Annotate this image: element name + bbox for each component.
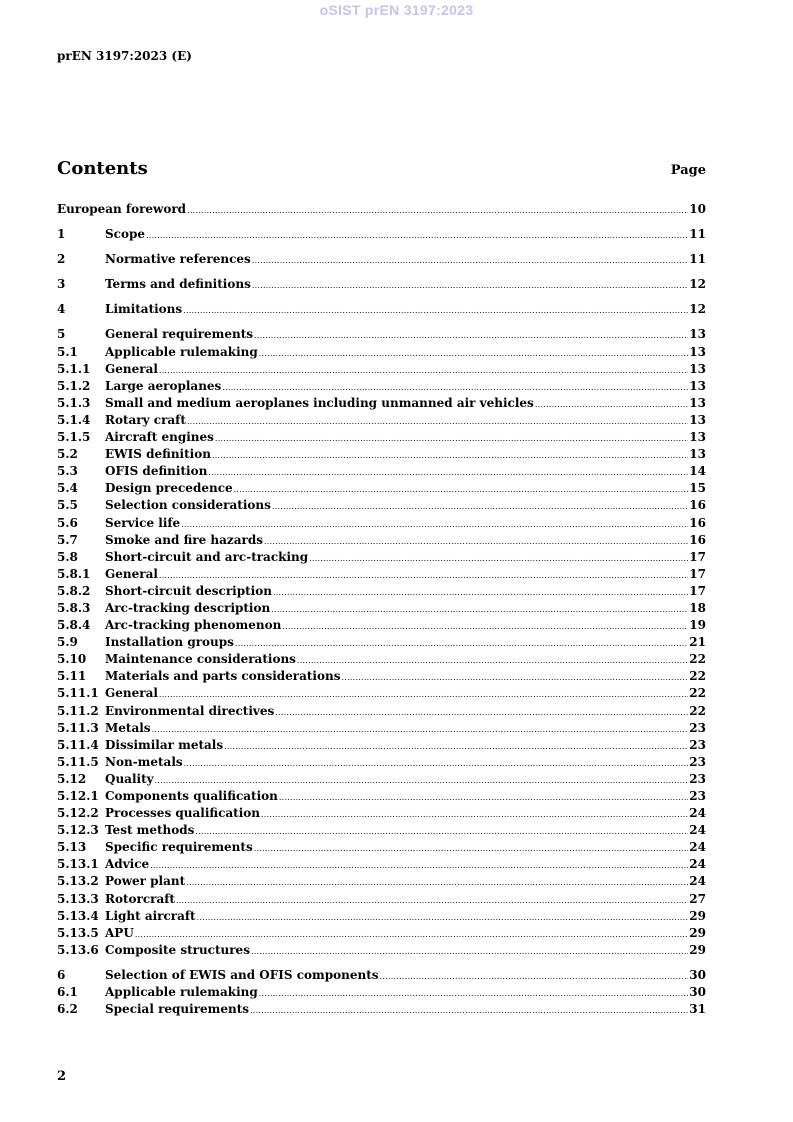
- toc-entry[interactable]: [57, 617, 706, 634]
- toc-entry-page: 30: [689, 985, 706, 1000]
- toc-leader-dots: [208, 463, 688, 481]
- toc-entry-number: 5.1: [57, 344, 78, 359]
- toc-entry[interactable]: [57, 201, 706, 218]
- toc-entry-page: 18: [689, 600, 706, 615]
- toc-leader-dots: [279, 788, 688, 806]
- toc-entry-title: Applicable rulemaking: [105, 985, 258, 1000]
- toc-entry-page: 23: [689, 754, 706, 769]
- toc-entry-number: 5.8.3: [57, 600, 91, 615]
- toc-entry-page: 31: [689, 1002, 706, 1017]
- toc-entry-number: 5.11.5: [57, 754, 99, 769]
- toc-entry-title: Applicable rulemaking: [105, 344, 258, 359]
- toc-leader-dots: [250, 1001, 688, 1019]
- toc-entry-number: 5.5: [57, 498, 78, 513]
- toc-leader-dots: [234, 480, 689, 498]
- toc-entry-title: Design precedence: [105, 481, 233, 496]
- toc-entry[interactable]: [57, 480, 706, 497]
- toc-entry-number: 5.1.2: [57, 378, 91, 393]
- toc-entry-number: 5.12.1: [57, 789, 99, 803]
- toc-entry-title: EWIS definition: [105, 447, 211, 462]
- contents-title: Contents: [57, 158, 148, 179]
- toc-entry[interactable]: [57, 891, 706, 908]
- watermark: oSIST prEN 3197:2023: [319, 2, 474, 18]
- toc-entry-page: 22: [689, 669, 706, 684]
- toc-entry-page: 11: [689, 227, 706, 242]
- toc-entry-page: 23: [689, 720, 706, 735]
- toc-entry-number: 4: [57, 302, 66, 317]
- toc-entry[interactable]: [57, 651, 706, 668]
- toc-entry[interactable]: [57, 908, 706, 925]
- toc-entry-number: 5.6: [57, 515, 78, 530]
- toc-entry[interactable]: [57, 361, 706, 378]
- toc-entry[interactable]: [57, 925, 706, 942]
- toc-entry[interactable]: [57, 634, 706, 651]
- toc-entry-page: 27: [689, 891, 706, 906]
- toc-entry-page: 16: [689, 532, 706, 547]
- toc-entry-title: Non-metals: [105, 754, 183, 769]
- toc-entry[interactable]: [57, 344, 706, 361]
- toc-leader-dots: [215, 429, 688, 447]
- toc-entry-number: 5.3: [57, 464, 78, 479]
- toc-entry-number: 5.8.4: [57, 618, 91, 633]
- toc-entry-number: 5.1.1: [57, 361, 91, 376]
- toc-leader-dots: [275, 703, 688, 721]
- toc-leader-dots: [195, 822, 688, 840]
- toc-entry-page: 17: [689, 566, 706, 581]
- table-of-contents: [57, 201, 706, 1018]
- toc-entry-number: 5.12.2: [57, 806, 99, 821]
- toc-entry[interactable]: [57, 984, 706, 1001]
- toc-entry-page: 12: [689, 277, 706, 292]
- toc-entry-title: Small and medium aeroplanes including unmanned air vehicles: [105, 395, 534, 410]
- toc-entry[interactable]: [57, 566, 706, 583]
- toc-entry-title: OFIS definition: [105, 464, 208, 479]
- toc-leader-dots: [309, 549, 688, 567]
- toc-entry-title: General: [105, 361, 158, 376]
- toc-leader-dots: [282, 617, 688, 635]
- toc-entry-number: 3: [57, 277, 66, 292]
- toc-leader-dots: [159, 685, 688, 703]
- toc-entry[interactable]: [57, 326, 706, 343]
- toc-entry[interactable]: [57, 395, 706, 412]
- toc-entry-title: Rotorcraft: [105, 891, 175, 906]
- toc-entry-title: Materials and parts considerations: [105, 669, 341, 684]
- toc-entry-title: European foreword: [57, 202, 187, 216]
- toc-entry-page: 16: [689, 498, 706, 513]
- toc-leader-dots: [187, 412, 688, 430]
- toc-leader-dots: [222, 378, 688, 396]
- toc-leader-dots: [259, 344, 689, 362]
- toc-entry-title: Short-circuit description: [105, 583, 272, 598]
- toc-entry-title: General requirements: [105, 327, 254, 342]
- toc-entry-page: 24: [689, 874, 706, 889]
- toc-entry-title: Advice: [105, 857, 150, 872]
- toc-leader-dots: [159, 566, 688, 584]
- toc-entry[interactable]: [57, 873, 706, 890]
- toc-entry-title: Selection considerations: [105, 498, 271, 513]
- toc-entry-title: Power plant: [105, 874, 186, 889]
- toc-entry[interactable]: [57, 251, 706, 268]
- toc-leader-dots: [197, 908, 689, 926]
- toc-entry[interactable]: [57, 412, 706, 429]
- toc-entry-page: 13: [689, 412, 706, 427]
- toc-leader-dots: [212, 446, 688, 464]
- toc-entry-title: Scope: [105, 227, 146, 242]
- toc-entry[interactable]: [57, 737, 706, 754]
- toc-entry-title: Normative references: [105, 252, 251, 267]
- document-id: prEN 3197:2023 (E): [57, 49, 192, 63]
- toc-entry-title: Composite structures: [105, 942, 250, 957]
- toc-entry-page: 12: [689, 302, 706, 317]
- toc-entry-number: 5.10: [57, 652, 87, 667]
- toc-entry-number: 5.13: [57, 840, 87, 855]
- toc-entry[interactable]: [57, 429, 706, 446]
- toc-entry-page: 15: [689, 481, 706, 496]
- toc-entry-title: Aircraft engines: [105, 430, 214, 445]
- toc-entry-page: 14: [689, 464, 706, 479]
- toc-entry[interactable]: [57, 600, 706, 617]
- toc-entry-page: 24: [689, 823, 706, 838]
- toc-entry-number: 2: [57, 252, 66, 267]
- toc-entry[interactable]: [57, 805, 706, 822]
- toc-leader-dots: [380, 967, 689, 985]
- toc-leader-dots: [252, 251, 689, 269]
- toc-entry-title: Quality: [105, 771, 154, 786]
- toc-entry[interactable]: [57, 754, 706, 771]
- toc-entry-title: Processes qualification: [105, 806, 261, 821]
- toc-entry-number: 5.13.2: [57, 874, 99, 889]
- toc-entry-page: 13: [689, 430, 706, 445]
- toc-entry-page: 22: [689, 652, 706, 667]
- toc-entry-page: 30: [689, 967, 706, 982]
- toc-entry-page: 29: [689, 908, 706, 923]
- toc-entry-title: Metals: [105, 720, 151, 735]
- toc-entry[interactable]: [57, 549, 706, 566]
- toc-entry[interactable]: [57, 446, 706, 463]
- toc-entry-number: 5.11.2: [57, 703, 99, 718]
- toc-entry-title: Short-circuit and arc-tracking: [105, 549, 309, 564]
- toc-entry[interactable]: [57, 856, 706, 873]
- toc-entry[interactable]: [57, 226, 706, 243]
- toc-leader-dots: [176, 891, 688, 909]
- toc-entry-number: 6.2: [57, 1002, 78, 1017]
- toc-entry-title: Rotary craft: [105, 412, 186, 427]
- toc-entry-title: Installation groups: [105, 635, 234, 650]
- toc-entry-title: Maintenance considerations: [105, 652, 296, 667]
- toc-entry-number: 5.8: [57, 549, 78, 564]
- toc-leader-dots: [184, 754, 689, 772]
- toc-entry-number: 5.11.3: [57, 720, 99, 735]
- toc-leader-dots: [152, 720, 689, 738]
- toc-leader-dots: [187, 201, 688, 219]
- toc-entry-number: 5.9: [57, 635, 78, 650]
- toc-entry[interactable]: [57, 668, 706, 685]
- toc-entry-number: 5: [57, 327, 66, 342]
- toc-entry-page: 23: [689, 771, 706, 786]
- toc-entry-title: Specific requirements: [105, 840, 253, 855]
- toc-entry[interactable]: [57, 532, 706, 549]
- toc-entry[interactable]: [57, 771, 706, 788]
- toc-entry-page: 23: [689, 789, 706, 803]
- toc-entry-page: 13: [689, 447, 706, 462]
- toc-entry-page: 16: [689, 515, 706, 530]
- toc-leader-dots: [155, 771, 689, 789]
- toc-leader-dots: [254, 326, 688, 344]
- toc-leader-dots: [261, 805, 688, 823]
- toc-entry[interactable]: [57, 942, 706, 959]
- toc-entry-page: 22: [689, 686, 706, 701]
- toc-entry-number: 6: [57, 967, 66, 982]
- toc-entry[interactable]: [57, 583, 706, 600]
- toc-entry-page: 17: [689, 549, 706, 564]
- page-column-heading: Page: [670, 163, 706, 178]
- toc-entry-title: General: [105, 566, 158, 581]
- toc-entry-number: 5.1.4: [57, 412, 91, 427]
- toc-leader-dots: [224, 737, 688, 755]
- toc-entry[interactable]: [57, 463, 706, 480]
- toc-entry[interactable]: [57, 839, 706, 856]
- toc-entry-page: 13: [689, 344, 706, 359]
- toc-entry-title: Service life: [105, 515, 181, 530]
- toc-entry[interactable]: [57, 497, 706, 514]
- toc-entry[interactable]: [57, 378, 706, 395]
- toc-entry-page: 17: [689, 583, 706, 598]
- toc-leader-dots: [146, 226, 688, 244]
- toc-leader-dots: [254, 839, 689, 857]
- toc-entry-number: 5.12: [57, 771, 87, 786]
- toc-entry[interactable]: [57, 720, 706, 737]
- toc-entry-number: 5.2: [57, 447, 78, 462]
- toc-entry-page: 22: [689, 703, 706, 718]
- toc-entry-number: 5.12.3: [57, 823, 99, 838]
- toc-leader-dots: [535, 395, 688, 413]
- toc-leader-dots: [272, 497, 688, 515]
- toc-entry-page: 10: [689, 202, 706, 216]
- toc-entry-title: Arc-tracking phenomenon: [105, 618, 282, 633]
- toc-entry-number: 5.1.5: [57, 430, 91, 445]
- toc-entry-page: 13: [689, 327, 706, 342]
- toc-leader-dots: [135, 925, 688, 943]
- toc-entry[interactable]: [57, 822, 706, 839]
- toc-entry-number: 5.11: [57, 669, 87, 684]
- toc-leader-dots: [264, 532, 688, 550]
- toc-entry-page: 24: [689, 857, 706, 872]
- toc-leader-dots: [183, 301, 688, 319]
- toc-entry-title: Smoke and fire hazards: [105, 532, 263, 547]
- toc-entry-number: 5.13.6: [57, 942, 99, 957]
- toc-entry-page: 21: [689, 635, 706, 650]
- toc-entry-number: 1: [57, 227, 66, 242]
- toc-leader-dots: [273, 583, 688, 601]
- toc-leader-dots: [150, 856, 688, 874]
- toc-entry-number: 5.8.1: [57, 566, 91, 581]
- toc-leader-dots: [251, 942, 688, 960]
- toc-entry[interactable]: [57, 788, 706, 805]
- toc-entry-title: Dissimilar metals: [105, 737, 224, 752]
- toc-entry-page: 23: [689, 737, 706, 752]
- toc-entry-title: Limitations: [105, 302, 183, 317]
- toc-leader-dots: [271, 600, 688, 618]
- toc-entry-number: 5.13.1: [57, 857, 99, 872]
- page-number: 2: [57, 1069, 67, 1084]
- toc-leader-dots: [235, 634, 688, 652]
- toc-entry[interactable]: [57, 703, 706, 720]
- toc-entry-page: 19: [689, 618, 706, 633]
- toc-entry-number: 5.8.2: [57, 583, 91, 598]
- toc-entry-page: 13: [689, 395, 706, 410]
- toc-entry-number: 5.1.3: [57, 395, 91, 410]
- toc-entry-number: 6.1: [57, 985, 78, 1000]
- toc-entry[interactable]: [57, 967, 706, 984]
- toc-entry-title: Terms and definitions: [105, 277, 251, 292]
- toc-entry-number: 5.11.1: [57, 686, 99, 701]
- toc-entry-number: 5.13.3: [57, 891, 99, 906]
- toc-entry-title: Special requirements: [105, 1002, 250, 1017]
- toc-entry-page: 13: [689, 378, 706, 393]
- toc-entry-page: 11: [689, 252, 706, 267]
- toc-leader-dots: [259, 984, 689, 1002]
- toc-entry-number: 5.4: [57, 481, 78, 496]
- toc-leader-dots: [159, 361, 688, 379]
- toc-entry-title: Components qualification: [105, 789, 278, 803]
- toc-entry[interactable]: [57, 685, 706, 702]
- toc-entry-title: Environmental directives: [105, 703, 275, 718]
- toc-entry-number: 5.13.5: [57, 925, 99, 940]
- toc-entry[interactable]: [57, 301, 706, 318]
- toc-entry-title: Large aeroplanes: [105, 378, 222, 393]
- toc-entry-title: Light aircraft: [105, 908, 196, 923]
- toc-entry-page: 29: [689, 942, 706, 957]
- toc-entry-page: 24: [689, 840, 706, 855]
- toc-leader-dots: [297, 651, 688, 669]
- toc-leader-dots: [181, 515, 688, 533]
- toc-entry[interactable]: [57, 276, 706, 293]
- toc-leader-dots: [252, 276, 688, 294]
- toc-entry-number: 5.13.4: [57, 908, 99, 923]
- toc-leader-dots: [186, 873, 688, 891]
- toc-entry-title: General: [105, 686, 158, 701]
- toc-leader-dots: [341, 668, 688, 686]
- toc-entry-page: 13: [689, 361, 706, 376]
- toc-entry-title: Arc-tracking description: [105, 600, 271, 615]
- toc-entry-title: Selection of EWIS and OFIS components: [105, 967, 379, 982]
- toc-entry[interactable]: [57, 1001, 706, 1018]
- toc-entry-title: Test methods: [105, 823, 195, 838]
- toc-entry[interactable]: [57, 515, 706, 532]
- toc-entry-page: 24: [689, 806, 706, 821]
- toc-entry-number: 5.11.4: [57, 737, 99, 752]
- toc-entry-page: 29: [689, 925, 706, 940]
- toc-entry-number: 5.7: [57, 532, 78, 547]
- toc-entry-title: APU: [105, 925, 134, 940]
